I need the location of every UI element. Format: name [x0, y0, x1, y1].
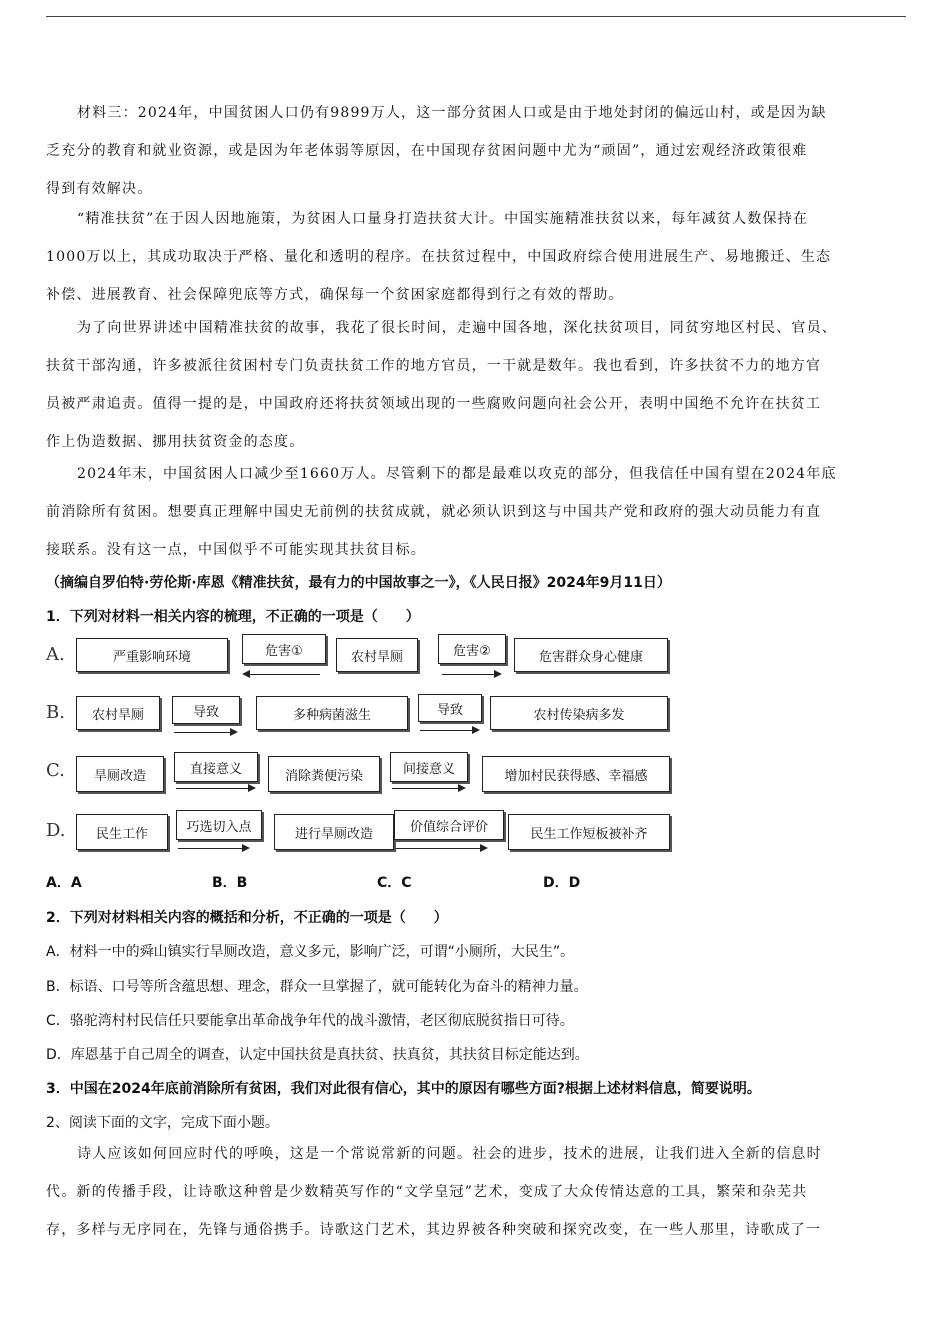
q2-option-b[interactable]: B．标语、口号等所含蕴思想、理念，群众一旦掌握了，就可能转化为奋斗的精神力量。 [46, 979, 588, 995]
row-d-box-1: 民生工作 [76, 814, 168, 850]
q1-options [46, 864, 746, 898]
text-line: 补偿、进展教育、社会保障兜底等方式，确保每一个贫困家庭都得到行之有效的帮助。 [46, 287, 624, 303]
arrow-right-icon [420, 730, 478, 731]
q3-stem: 3．中国在2024年底前消除所有贫困，我们对此很有信心，其中的原因有哪些方面?根据上述材料信息，简要说明。 [46, 1081, 761, 1097]
row-b-box-3: 多种病菌滋生 [256, 696, 408, 730]
q1-stem: 1．下列对材料一相关内容的梳理，不正确的一项是（ ） [46, 609, 420, 625]
row-a-box-1: 严重影响环境 [76, 638, 228, 672]
row-b-box-5: 农村传染病多发 [490, 696, 668, 730]
row-a-label: A. [46, 644, 65, 665]
q1-option-d[interactable]: D．D [543, 875, 581, 891]
row-b-label: B. [46, 702, 65, 723]
row-a-box-2: 危害① [242, 634, 326, 664]
material3-paragraph-4 [46, 455, 906, 569]
arrow-left-icon [244, 674, 320, 675]
text-line: 扶贫干部沟通，许多被派往贫困村专门负责扶贫工作的地方官员，一干就是数年。我也看到，许多扶贫不力的地方官 [46, 358, 822, 374]
row-d-box-3: 进行旱厕改造 [274, 814, 394, 850]
section2-paragraph-1 [46, 1135, 906, 1249]
q1-option-c[interactable]: C．C [377, 875, 412, 891]
text-line: 诗人应该如何回应时代的呼唤，这是一个常说常新的问题。社会的进步，技术的进展，让我们进入全新的信息时 [77, 1146, 822, 1162]
q1-option-b[interactable]: B．B [212, 875, 248, 891]
q2-stem: 2．下列对材料相关内容的概括和分析，不正确的一项是（ ） [46, 910, 448, 926]
text-line: 存，多样与无序同在，先锋与通俗携手。诗歌这门艺术，其边界被各种突破和探究改变，在一些人那里，诗歌成了一 [46, 1222, 822, 1238]
arrow-right-icon [392, 788, 464, 789]
arrow-right-icon [396, 848, 486, 849]
row-d-box-5: 民生工作短板被补齐 [508, 814, 670, 850]
text-line: 为了向世界讲述中国精准扶贫的故事，我花了很长时间，走遍中国各地，深化扶贫项目，同贫穷地区村民、官员、 [77, 320, 837, 336]
row-b-box-4: 导致 [418, 694, 482, 722]
row-c-box-4: 间接意义 [390, 752, 468, 782]
header-rule [46, 16, 906, 17]
text-line: 前消除所有贫困。想要真正理解中国史无前例的扶贫成就，就必须认识到这与中国共产党和政府的强大动员能力有直 [46, 504, 822, 520]
row-a-box-4: 危害② [438, 634, 506, 664]
material3-paragraph-3 [46, 309, 906, 461]
material3-paragraph-2 [46, 200, 906, 314]
material3-source: （摘编自罗伯特·劳伦斯·库恩《精准扶贫，最有力的中国故事之一》，《人民日报》2024年9月11日） [46, 575, 671, 591]
material3-paragraph-1 [46, 94, 906, 208]
row-b-box-2: 导致 [172, 696, 240, 724]
text-line: 接联系。没有这一点，中国似乎不可能实现其扶贫目标。 [46, 542, 426, 558]
row-a-box-3: 农村旱厕 [336, 638, 418, 672]
text-line: 员被严肃追责。值得一提的是，中国政府还将扶贫领域出现的一些腐败问题向社会公开，表明中国绝不允许在扶贫工 [46, 396, 822, 412]
q2-option-a[interactable]: A．材料一中的舜山镇实行旱厕改造，意义多元，影响广泛，可谓“小厕所，大民生”。 [46, 944, 575, 960]
q2-option-d[interactable]: D．库恩基于自己周全的调查，认定中国扶贫是真扶贫、扶真贫，其扶贫目标定能达到。 [46, 1047, 589, 1063]
row-d-label: D. [46, 820, 66, 841]
text-line: 材料三：2024年，中国贫困人口仍有9899万人，这一部分贫困人口或是由于地处封闭的偏远山村，或是因为缺 [77, 105, 827, 121]
row-c-box-1: 旱厕改造 [76, 756, 164, 792]
section2-title: 2、阅读下面的文字，完成下面小题。 [46, 1115, 279, 1131]
text-line: 1000万以上，其成功取决于严格、量化和透明的程序。在扶贫过程中，中国政府综合使用进展生产、易地搬迁、生态 [46, 249, 832, 265]
text-line: 得到有效解决。 [46, 181, 153, 197]
row-d-box-2: 巧选切入点 [176, 810, 262, 840]
q1-flow-diagram [46, 628, 686, 864]
arrow-right-icon [174, 732, 236, 733]
row-c-box-2: 直接意义 [174, 752, 258, 782]
row-d-box-4: 价值综合评价 [394, 810, 504, 840]
arrow-right-icon [176, 788, 254, 789]
text-line: 代。新的传播手段，让诗歌这种曾是少数精英写作的“文学皇冠”艺术，变成了大众传情达意的工具，繁荣和杂芜共 [46, 1184, 808, 1200]
q2-option-c[interactable]: C．骆驼湾村村民信任只要能拿出革命战争年代的战斗激情，老区彻底脱贫指日可待。 [46, 1013, 574, 1029]
text-line: 2024年末，中国贫困人口减少至1660万人。尽管剩下的都是最难以攻克的部分，但我信任中国有望在2024年底 [77, 466, 837, 482]
row-b-box-1: 农村旱厕 [76, 696, 160, 730]
arrow-right-icon [442, 674, 500, 675]
text-line: “精准扶贫”在于因人因地施策，为贫困人口量身打造扶贫大计。中国实施精准扶贫以来，每年减贫人数保持在 [77, 211, 809, 227]
row-c-box-5: 增加村民获得感、幸福感 [482, 756, 670, 792]
arrow-right-icon [178, 848, 248, 849]
row-a-box-5: 危害群众身心健康 [514, 638, 668, 672]
text-line: 乏充分的教育和就业资源，或是因为年老体弱等原因，在中国现存贫困问题中尤为“顽固”，通过宏观经济政策很难 [46, 143, 808, 159]
q1-option-a[interactable]: A．A [46, 875, 82, 891]
row-c-label: C. [46, 760, 65, 781]
row-c-box-3: 消除粪便污染 [268, 756, 380, 792]
text-line: 作上伪造数据、挪用扶贫资金的态度。 [46, 434, 305, 450]
